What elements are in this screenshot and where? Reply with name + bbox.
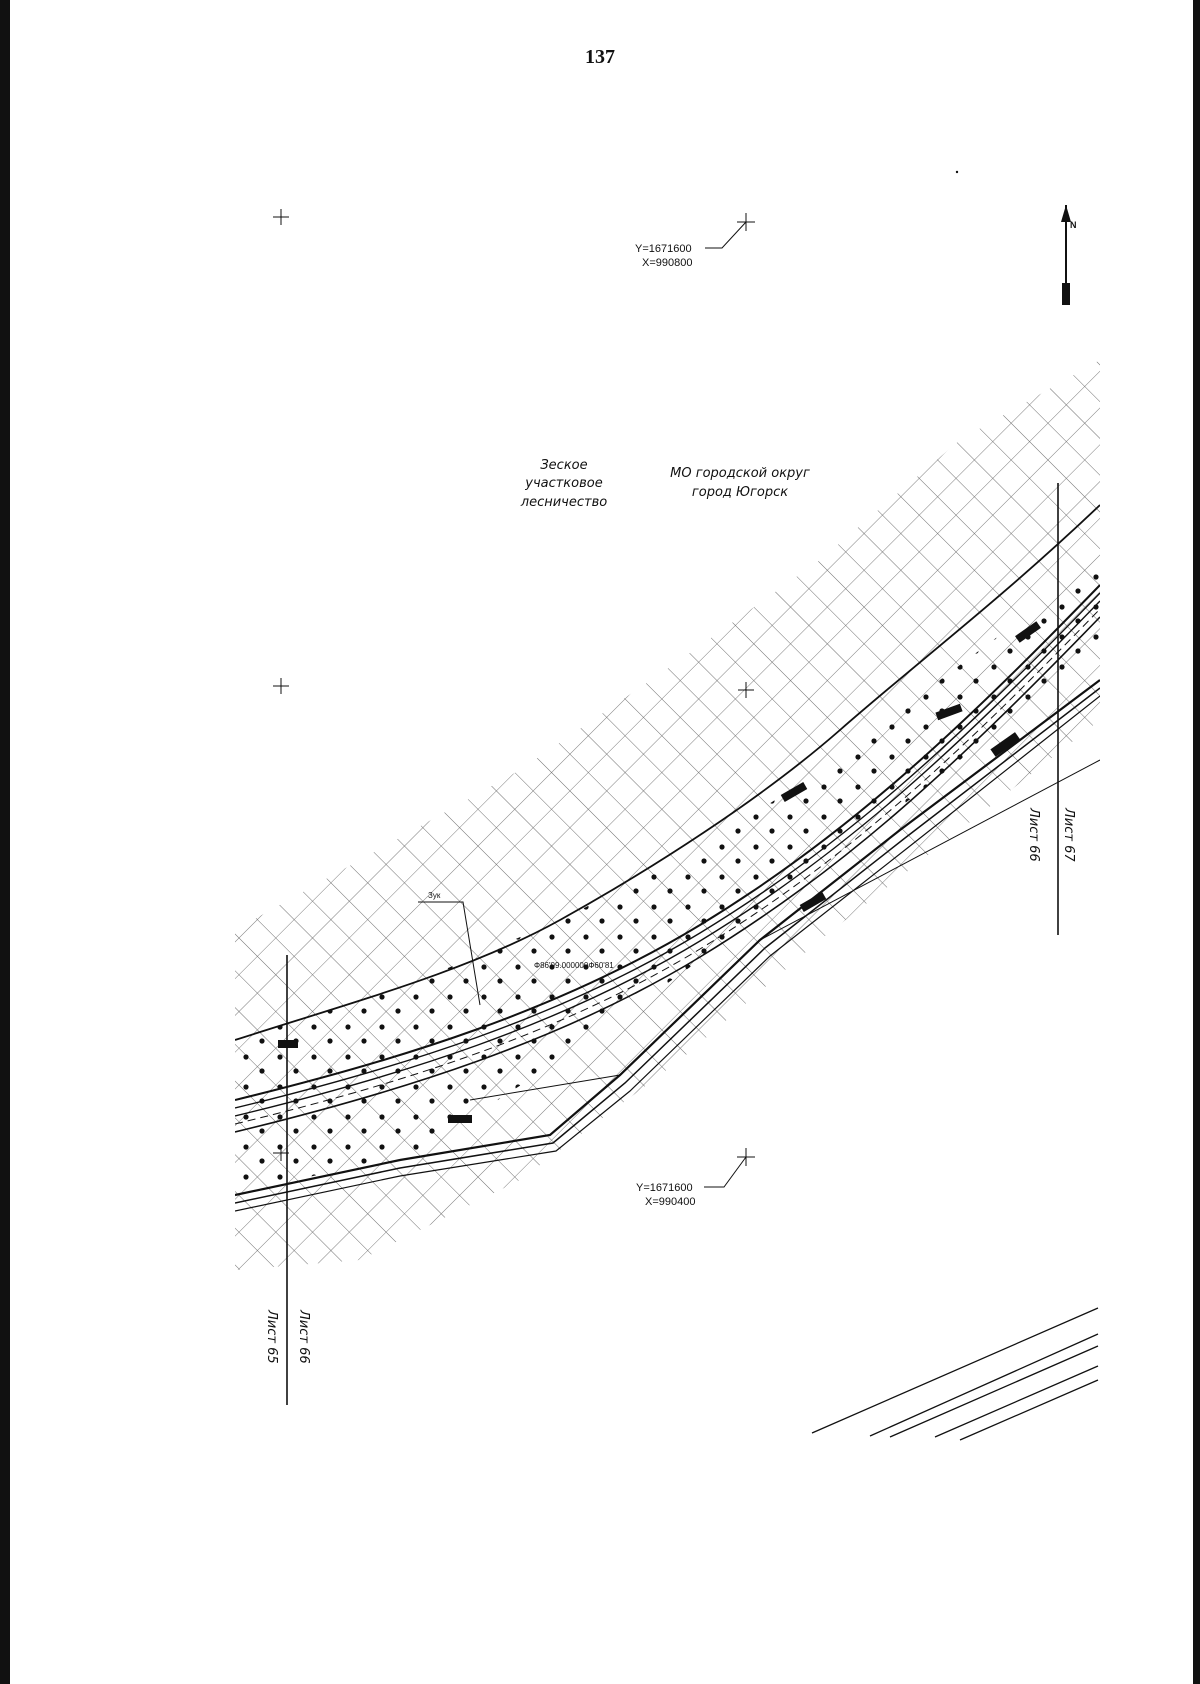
coord-x-bottom: X=990400 [645, 1196, 696, 1208]
north-arrow-letter: N [1070, 220, 1077, 230]
sheet-label-66-left: Лист 66 [296, 1310, 311, 1364]
municipality-label [670, 466, 810, 500]
svg-text:лесничество: лесничество [520, 495, 608, 510]
coord-x-top: X=990800 [642, 257, 693, 269]
svg-text:МО городской округ: МО городской округ [670, 466, 810, 481]
north-arrow-icon [1061, 205, 1077, 305]
svg-text:город Югорск: город Югорск [691, 485, 789, 500]
coord-y-bottom: Y=1671600 [636, 1182, 693, 1194]
svg-text:участковое: участковое [525, 476, 603, 491]
sheet-label-65: Лист 65 [264, 1310, 279, 1364]
top-dot [956, 171, 958, 173]
small-label: Зук [428, 891, 441, 900]
coordinate-callout-top [635, 222, 746, 269]
svg-text:Зеское: Зеское [540, 458, 588, 473]
sheet-label-67: Лист 67 [1061, 808, 1076, 862]
sheet-label-66-right: Лист 66 [1026, 808, 1041, 862]
bottom-diagonal-lines [812, 1308, 1098, 1440]
point-label: Ф86'09.000000Ф60'81 [534, 961, 614, 970]
page-number: 137 [585, 46, 615, 68]
coordinate-callout-bottom [636, 1157, 746, 1208]
forestry-label [520, 458, 607, 510]
coord-y-top: Y=1671600 [635, 243, 692, 255]
